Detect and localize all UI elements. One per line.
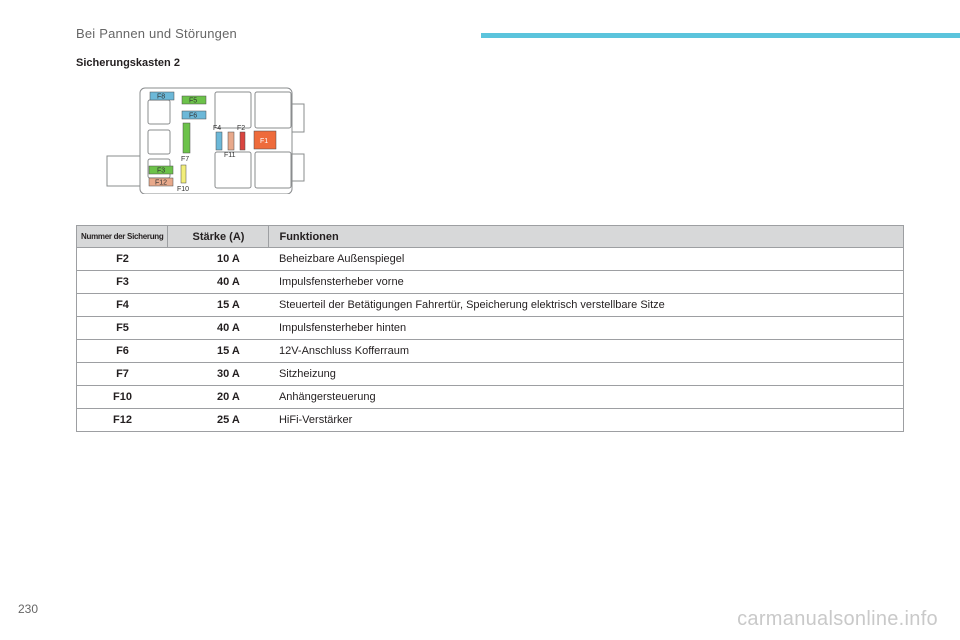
table-row <box>77 248 904 271</box>
cell-amperage: 15 A <box>168 294 269 317</box>
header-number: Nummer der Sicherung <box>77 226 168 248</box>
cell-amperage: 30 A <box>168 363 269 386</box>
cell-function: Impulsfensterheber vorne <box>269 271 904 294</box>
chapter-title: Bei Pannen und Störungen <box>76 26 237 41</box>
header-accent-bar <box>481 33 960 38</box>
fuse-F4 <box>216 132 222 150</box>
cell-number: F7 <box>77 363 168 386</box>
label-F1: F1 <box>260 138 269 145</box>
relay-slot <box>255 152 291 188</box>
table-row <box>77 363 904 386</box>
cell-function: HiFi-Verstärker <box>269 409 904 432</box>
label-F12: F12 <box>155 179 168 187</box>
cell-number: F4 <box>77 294 168 317</box>
cell-amperage: 25 A <box>168 409 269 432</box>
fuse-F2 <box>240 132 245 150</box>
cell-amperage: 40 A <box>168 271 269 294</box>
relay-slot <box>255 92 291 128</box>
table-row <box>77 386 904 409</box>
label-F5: F5 <box>189 97 198 105</box>
cell-amperage: 20 A <box>168 386 269 409</box>
cell-function: Steuerteil der Betätigungen Fahrertür, Speicherung elektrisch verstellbare Sitze <box>269 294 904 317</box>
cell-number: F12 <box>77 409 168 432</box>
page-number: 230 <box>18 602 39 616</box>
cell-number: F10 <box>77 386 168 409</box>
label-F10: F10 <box>177 186 190 193</box>
cell-function: 12V-Anschluss Kofferraum <box>269 340 904 363</box>
fuse-F7 <box>183 123 190 153</box>
fuse-table <box>76 225 904 432</box>
table-row <box>77 271 904 294</box>
relay-slot <box>215 92 251 128</box>
label-F7: F7 <box>181 156 190 163</box>
header-functions: Funktionen <box>269 226 904 248</box>
label-F6: F6 <box>189 112 198 120</box>
cell-function: Anhängersteuerung <box>269 386 904 409</box>
relay-slot <box>148 130 170 154</box>
table-row <box>77 340 904 363</box>
table-row <box>77 317 904 340</box>
cell-amperage: 10 A <box>168 248 269 271</box>
fuse-box-diagram <box>100 86 320 194</box>
cell-function: Beheizbare Außenspiegel <box>269 248 904 271</box>
cell-number: F6 <box>77 340 168 363</box>
cell-number: F5 <box>77 317 168 340</box>
watermark: carmanualsonline.info <box>737 608 938 630</box>
cell-number: F2 <box>77 248 168 271</box>
label-F3: F3 <box>157 167 166 175</box>
fuse-F11 <box>228 132 234 150</box>
cell-amperage: 15 A <box>168 340 269 363</box>
fuse-box-left-tab <box>107 156 140 186</box>
table-header-row <box>77 226 904 248</box>
fuse-F10 <box>181 165 186 183</box>
table-row <box>77 409 904 432</box>
label-F2: F2 <box>237 125 246 132</box>
fuse-box-right-tab-top <box>292 104 304 132</box>
cell-number: F3 <box>77 271 168 294</box>
section-title: Sicherungskasten 2 <box>76 57 180 69</box>
fuse-box-right-tab-bottom <box>292 154 304 181</box>
relay-slot <box>148 100 170 124</box>
cell-function: Sitzheizung <box>269 363 904 386</box>
label-F4: F4 <box>213 125 222 132</box>
table-row <box>77 294 904 317</box>
cell-amperage: 40 A <box>168 317 269 340</box>
label-F11: F11 <box>224 152 236 159</box>
label-F8: F8 <box>157 93 166 101</box>
cell-function: Impulsfensterheber hinten <box>269 317 904 340</box>
header-amperage: Stärke (A) <box>168 226 269 248</box>
